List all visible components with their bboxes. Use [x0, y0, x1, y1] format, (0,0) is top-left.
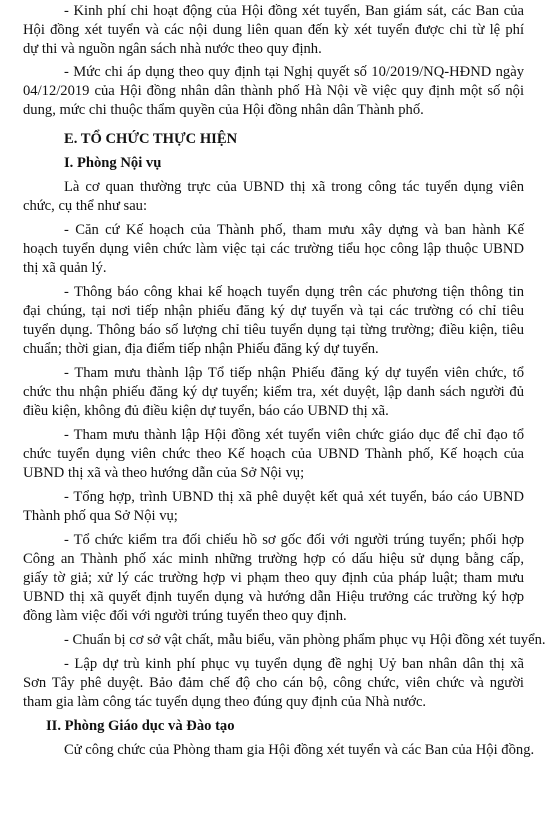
- text-line: Sơn Tây phê duyệt. Bảo đảm chế độ cho cán bộ, công chức, viên chức và người: [23, 675, 524, 691]
- text-line: thị xã quản lý.: [23, 260, 107, 276]
- text-line: UBND thị xã quyết định tuyển dụng và hướng dẫn Hiệu trưởng các trường ký hợp: [23, 589, 524, 605]
- text-line: dung, mức chi thuộc thẩm quyền của Hội đồng nhân dân Thành phố.: [23, 102, 424, 118]
- text-line: - Chuẩn bị cơ sở vật chất, mẫu biểu, văn phòng phẩm phục vụ Hội đồng xét tuyển.: [64, 632, 546, 648]
- text-line: đại chúng, tại nơi tiếp nhận phiếu đăng ký dự tuyển và tại các trường có chỉ tiêu: [23, 303, 524, 319]
- text-line: UBND thị xã và theo hướng dẫn của Sở Nội vụ;: [23, 465, 305, 481]
- text-line: chức, cụ thể như sau:: [23, 198, 148, 214]
- text-line: chức tuyển dụng viên chức theo Kế hoạch của UBND Thành phố, Kế hoạch của: [23, 446, 524, 462]
- text-line: Là cơ quan thường trực của UBND thị xã trong công tác tuyển dụng viên: [64, 179, 524, 195]
- text-line: chức thu nhận phiếu đăng ký dự tuyển; kiểm tra, xét duyệt, lập danh sách người đủ: [23, 384, 524, 400]
- text-line: 04/12/2019 của Hội đồng nhân dân thành phố Hà Nội về việc quy định một số nội: [23, 83, 524, 99]
- text-line: - Căn cứ Kế hoạch của Thành phố, tham mưu xây dựng và ban hành Kế: [64, 222, 524, 238]
- text-line: chuẩn; thời gian, địa điểm tiếp nhận Phiếu đăng ký dự tuyển.: [23, 341, 379, 357]
- text-line: Công an Thành phố xác minh những trường hợp có dấu hiệu sử dụng bằng cấp,: [23, 551, 524, 567]
- text-line: - Kinh phí chi hoạt động của Hội đồng xét tuyển, Ban giám sát, các Ban của: [64, 3, 524, 19]
- text-line: - Tổ chức kiểm tra đối chiếu hồ sơ gốc đối với người trúng tuyển; phối hợp: [64, 532, 524, 548]
- text-line: hoạch tuyển dụng viên chức làm việc tại các trường tiểu học công lập thuộc UBND: [23, 241, 524, 257]
- text-line: Hội đồng xét tuyển và các nội dung liên quan đến kỳ xét tuyển được chi từ lệ phí: [23, 22, 524, 38]
- text-line: - Mức chi áp dụng theo quy định tại Nghị quyết số 10/2019/NQ-HĐND ngày: [64, 64, 524, 80]
- text-line: đồng làm việc đối với người trúng tuyển theo quy định.: [23, 608, 347, 624]
- text-line: - Tổng hợp, trình UBND thị xã phê duyệt kết quả xét tuyển, báo cáo UBND: [64, 489, 524, 505]
- text-line: Thành phố qua Sở Nội vụ;: [23, 508, 178, 524]
- section-heading: I. Phòng Nội vụ: [64, 155, 162, 171]
- text-line: - Tham mưu thành lập Tổ tiếp nhận Phiếu đăng ký dự tuyển viên chức, tổ: [64, 365, 524, 381]
- text-line: - Lập dự trù kinh phí phục vụ tuyển dụng đề nghị Uỷ ban nhân dân thị xã: [64, 656, 524, 672]
- text-line: Cử công chức của Phòng tham gia Hội đồng xét tuyển và các Ban của Hội đồng.: [64, 742, 535, 758]
- text-line: tham gia làm công tác tuyển dụng theo đúng quy định của Nhà nước.: [23, 694, 427, 710]
- text-line: điều kiện, không đủ điều kiện dự tuyển, báo cáo UBND thị xã.: [23, 403, 389, 419]
- text-line: tuyển dụng. Thông báo số lượng chỉ tiêu tuyển dụng tại từng trường; điều kiện, tiêu: [23, 322, 524, 338]
- text-line: dự thi và nguồn ngân sách nhà nước theo quy định.: [23, 41, 322, 57]
- section-heading: II. Phòng Giáo dục và Đào tạo: [46, 718, 235, 734]
- text-line: - Tham mưu thành lập Hội đồng xét tuyển viên chức giáo dục để chỉ đạo tổ: [64, 427, 524, 443]
- section-heading: E. TỔ CHỨC THỰC HIỆN: [64, 131, 238, 147]
- text-line: - Thông báo công khai kế hoạch tuyển dụng trên các phương tiện thông tin: [64, 284, 524, 300]
- text-line: giấy tờ giả; xử lý các trường hợp vi phạm theo quy định của pháp luật; tham mưu: [23, 570, 524, 586]
